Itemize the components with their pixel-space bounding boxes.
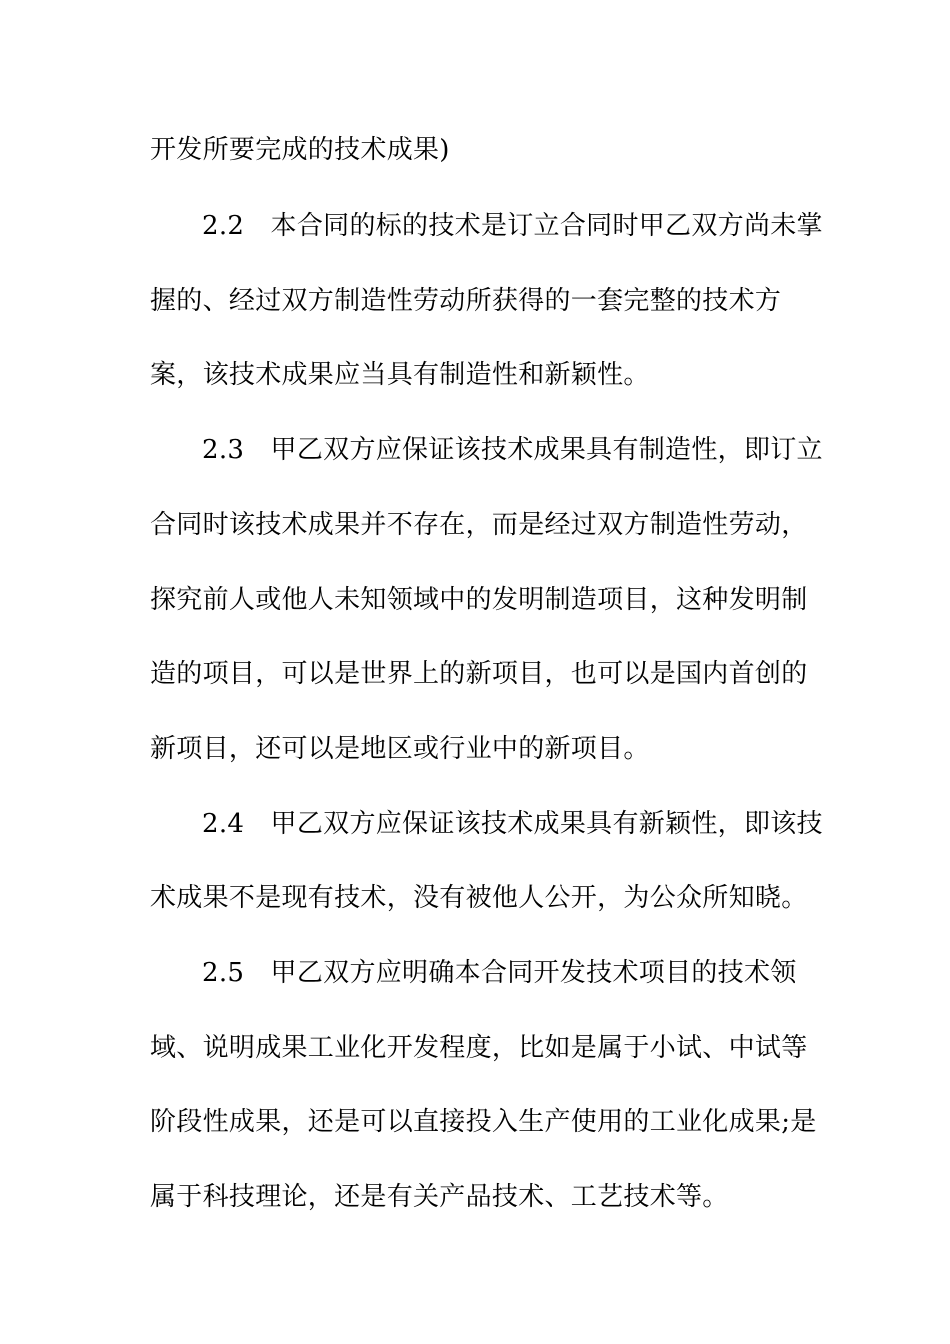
clause-2-3-line: 2.3 甲乙双方应保证该技术成果具有制造性，即订立 bbox=[202, 435, 823, 465]
text-line: 案，该技术成果应当具有制造性和新颖性。 bbox=[150, 360, 650, 390]
text-line: 属于科技理论，还是有关产品技术、工艺技术等。 bbox=[150, 1182, 729, 1212]
clause-2-5-line: 2.5 甲乙双方应明确本合同开发技术项目的技术领 bbox=[202, 958, 797, 988]
text-line: 新项目，还可以是地区或行业中的新项目。 bbox=[150, 734, 650, 764]
text-line: 造的项目，可以是世界上的新项目，也可以是国内首创的 bbox=[150, 659, 808, 689]
clause-2-2-line: 2.2 本合同的标的技术是订立合同时甲乙双方尚未掌 bbox=[202, 211, 823, 241]
text-line: 开发所要完成的技术成果) bbox=[150, 135, 450, 165]
text-line: 阶段性成果，还是可以直接投入生产使用的工业化成果;是 bbox=[150, 1107, 817, 1137]
text-line: 域、说明成果工业化开发程度，比如是属于小试、中试等 bbox=[150, 1033, 808, 1063]
text-line: 探究前人或他人未知领域中的发明制造项目，这种发明制 bbox=[150, 585, 808, 615]
clause-2-4-line: 2.4 甲乙双方应保证该技术成果具有新颖性，即该技 bbox=[202, 809, 823, 839]
text-line: 术成果不是现有技术，没有被他人公开，为公众所知晓。 bbox=[150, 883, 808, 913]
text-line: 握的、经过双方制造性劳动所获得的一套完整的技术方 bbox=[150, 286, 782, 316]
text-line: 合同时该技术成果并不存在，而是经过双方制造性劳动， bbox=[150, 510, 808, 540]
